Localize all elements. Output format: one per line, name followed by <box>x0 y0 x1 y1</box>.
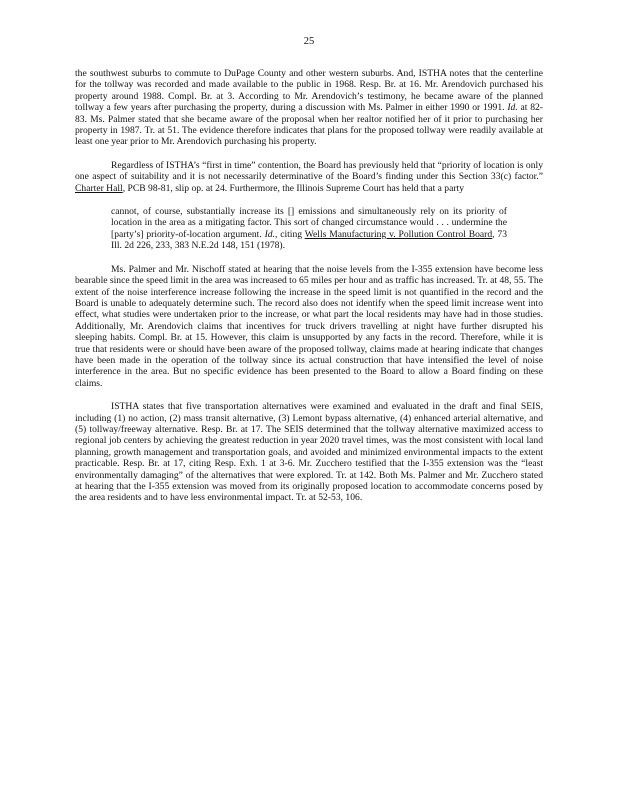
paragraph-first-in-time-evidence <box>75 68 543 148</box>
document-body <box>75 68 543 516</box>
text-segment: Id. <box>264 228 275 240</box>
paragraph-noise-levels <box>75 264 543 389</box>
text-segment: Regardless of ISTHA’s “first in time” contention, the Board has previously held that “priority of location is only one aspect of suitability and it is not necessarily determinative of the Board’s finding under this Section 33(c) factor.” <box>75 159 543 183</box>
text-segment: , 73 Ill. 2d 226, 233, 383 N.E.2d 148, 151 (1978). <box>111 228 507 252</box>
text-segment: Ms. Palmer and Mr. Nischoff stated at hearing that the noise levels from the I-355 extension have become less bearable since the speed limit in the area was increased to 65 miles per hour and as traffic has increased. Tr. at 48, 55. The extent of the noise interference increase following the increase in the speed limit is not quantified in the record and the Board is unable to adequately determine such. The record also does not identify when the speed limit increase went into effect, what studies were undertaken prior to the increase, or what part the local residents may have had in those studies. Additionally, Mr. Arendovich claims that incentives for truck drivers travelling at night have further disrupted his sleeping habits. Compl. Br. at 15. However, this claim is unsupported by any facts in the record. Therefore, while it is true that residents were or should have been aware of the proposed tollway, claims made at hearing indicate that changes have been made in the operation of the tollway since its actual construction that have intensified the level of noise interference in the area. But no specific evidence has been presented to the Board to allow a Board finding on these claims. <box>75 263 543 389</box>
text-segment: Wells Manufacturing v. Pollution Control Board <box>304 228 493 240</box>
paragraph-priority-of-location <box>75 160 543 194</box>
text-segment: , PCB 98-81, slip op. at 24. Furthermore, the Illinois Supreme Court has held that a party <box>122 182 465 194</box>
text-segment: , citing <box>274 228 305 240</box>
text-segment: at 82-83. Ms. Palmer stated that she became aware of the proposal when her realtor notified her of it prior to purchasing her property in 1987. Tr. at 51. The evidence therefore indicates that plans for the proposed tollway were readily available at least one year prior to Mr. Arendovich purchasing his property. <box>75 102 543 148</box>
block-quote-wells-manufacturing <box>111 206 507 252</box>
text-segment: ISTHA states that five transportation alternatives were examined and evaluated in the draft and final SEIS, including (1) no action, (2) mass transit alternative, (3) Lemont bypass alternative, (4) enhanced arterial alternative, and (5) tollway/freeway alternative. Resp. Br. at 17. The SEIS determined that the tollway alternative maximized access to regional job centers by achieving the greatest reduction in year 2020 travel times, was the most consistent with local land planning, growth management and transportation goals, and avoided and minimized environmental impacts to the extent practicable. Resp. Br. at 17, citing Resp. Exh. 1 at 3-6. Mr. Zucchero testified that the I-355 extension was the “least environmentally damaging” of the alternatives that were explored. Tr. at 142. Both Ms. Palmer and Mr. Zucchero stated at hearing that the I-355 extension was moved from its originally proposed location to accommodate concerns posed by the area residents and to have less environmental impact. Tr. at 52-53, 106. <box>75 401 543 504</box>
text-segment: the southwest suburbs to commute to DuPage County and other western suburbs. And, ISTHA notes that the centerline for the tollway was recorded and made available to the public in 1968. Resp. Br. at 16. Mr. Arendovich purchased his property around 1988. Compl. Br. at 3. According to Mr. Arendovich’s testimony, he became aware of the planned tollway a few years after purchasing the property, during a discussion with Ms. Palmer in either 1990 or 1991. <box>75 68 543 114</box>
paragraph-transportation-alternatives <box>75 401 543 504</box>
text-segment: Charter Hall <box>75 182 123 194</box>
page-number: 25 <box>303 36 315 47</box>
text-segment: Id. <box>507 102 518 114</box>
text-segment: cannot, of course, substantially increase its [] emissions and simultaneously rely on its priority of location in the area as a mitigating factor. This sort of changed circumstance would . . . undermine the [party’s] priority-of-location argument. <box>111 206 507 240</box>
